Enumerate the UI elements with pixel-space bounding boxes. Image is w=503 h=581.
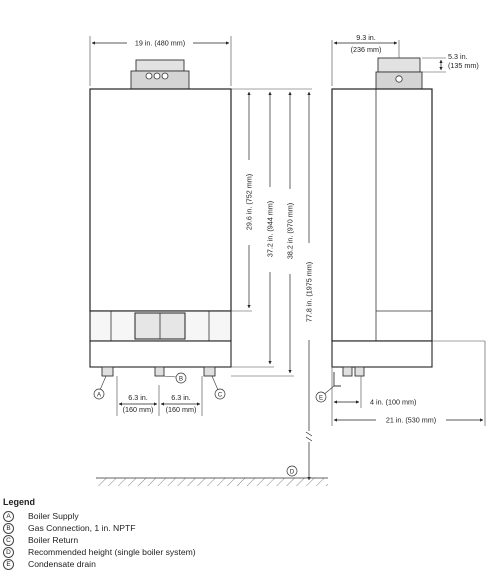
vent-port-circle <box>162 73 168 79</box>
legend-label: Boiler Return <box>28 534 79 545</box>
gas-connection <box>155 367 164 376</box>
side-view <box>332 58 432 386</box>
vent-diameter-mm: (135 mm) <box>448 61 479 70</box>
height-dimensions <box>231 89 314 480</box>
supply-connection <box>102 367 113 376</box>
side-cabinet <box>332 89 432 341</box>
legend-label: Condensate drain <box>28 558 96 569</box>
floor <box>96 466 328 486</box>
vent-offset-in: 9.3 in. <box>356 33 376 42</box>
front-base <box>90 341 231 367</box>
side-pipe-stub <box>343 367 352 376</box>
svg-text:B: B <box>178 376 184 383</box>
drain-offset-label: 4 in. (100 mm) <box>370 397 417 407</box>
svg-text:E: E <box>318 395 324 402</box>
vent-diameter-dimension <box>422 52 479 72</box>
legend-key-b: B <box>3 523 14 534</box>
height-with-supply-label: 37.2 in. (944 mm) <box>265 200 275 258</box>
legend-label: Gas Connection, 1 in. NPTF <box>28 522 136 533</box>
svg-text:A: A <box>96 392 102 399</box>
legend-key-d: D <box>3 547 14 558</box>
vent-port-circle <box>146 73 152 79</box>
legend <box>3 497 196 570</box>
legend-label: Boiler Supply <box>28 510 79 521</box>
height-boiler-label: 29.6 in. (752 mm) <box>244 173 254 231</box>
side-base <box>332 341 432 367</box>
recommended-height-label: 77.8 in. (1975 mm) <box>304 261 314 323</box>
legend-item <box>3 523 196 535</box>
front-vent-collar <box>131 71 189 89</box>
front-vent-pipe <box>136 60 184 71</box>
spacing-left-mm: (160 mm) <box>122 405 154 414</box>
spacing-left-in: 6.3 in. <box>128 393 148 402</box>
svg-text:D: D <box>289 469 295 476</box>
legend-item <box>3 535 196 547</box>
legend-title: Legend <box>3 497 36 507</box>
vent-port-circle <box>154 73 160 79</box>
vent-offset-mm: (236 mm) <box>350 45 382 54</box>
callouts-front <box>94 373 225 399</box>
legend-item <box>3 559 196 571</box>
legend-label: Recommended height (single boiler system) <box>28 546 196 557</box>
svg-text:C: C <box>217 392 223 399</box>
spacing-right-in: 6.3 in. <box>171 393 191 402</box>
depth-label: 21 in. (530 mm) <box>385 415 437 425</box>
front-view <box>90 60 231 376</box>
height-with-vent-label: 38.2 in. (970 mm) <box>285 202 295 260</box>
legend-item <box>3 547 196 559</box>
vent-diameter-in: 5.3 in. <box>448 52 468 61</box>
front-cabinet <box>90 89 231 311</box>
return-connection <box>204 367 215 376</box>
side-vent-pipe <box>378 58 420 72</box>
legend-key-c: C <box>3 535 14 546</box>
connection-spacing <box>117 376 202 416</box>
spacing-right-mm: (160 mm) <box>165 405 197 414</box>
side-pipe-stub <box>355 367 364 376</box>
width-label: 19 in. (480 mm) <box>134 38 186 48</box>
legend-key-e: E <box>3 559 14 570</box>
legend-item <box>3 511 196 523</box>
condensate-drain <box>334 372 341 386</box>
legend-key-a: A <box>3 511 14 522</box>
